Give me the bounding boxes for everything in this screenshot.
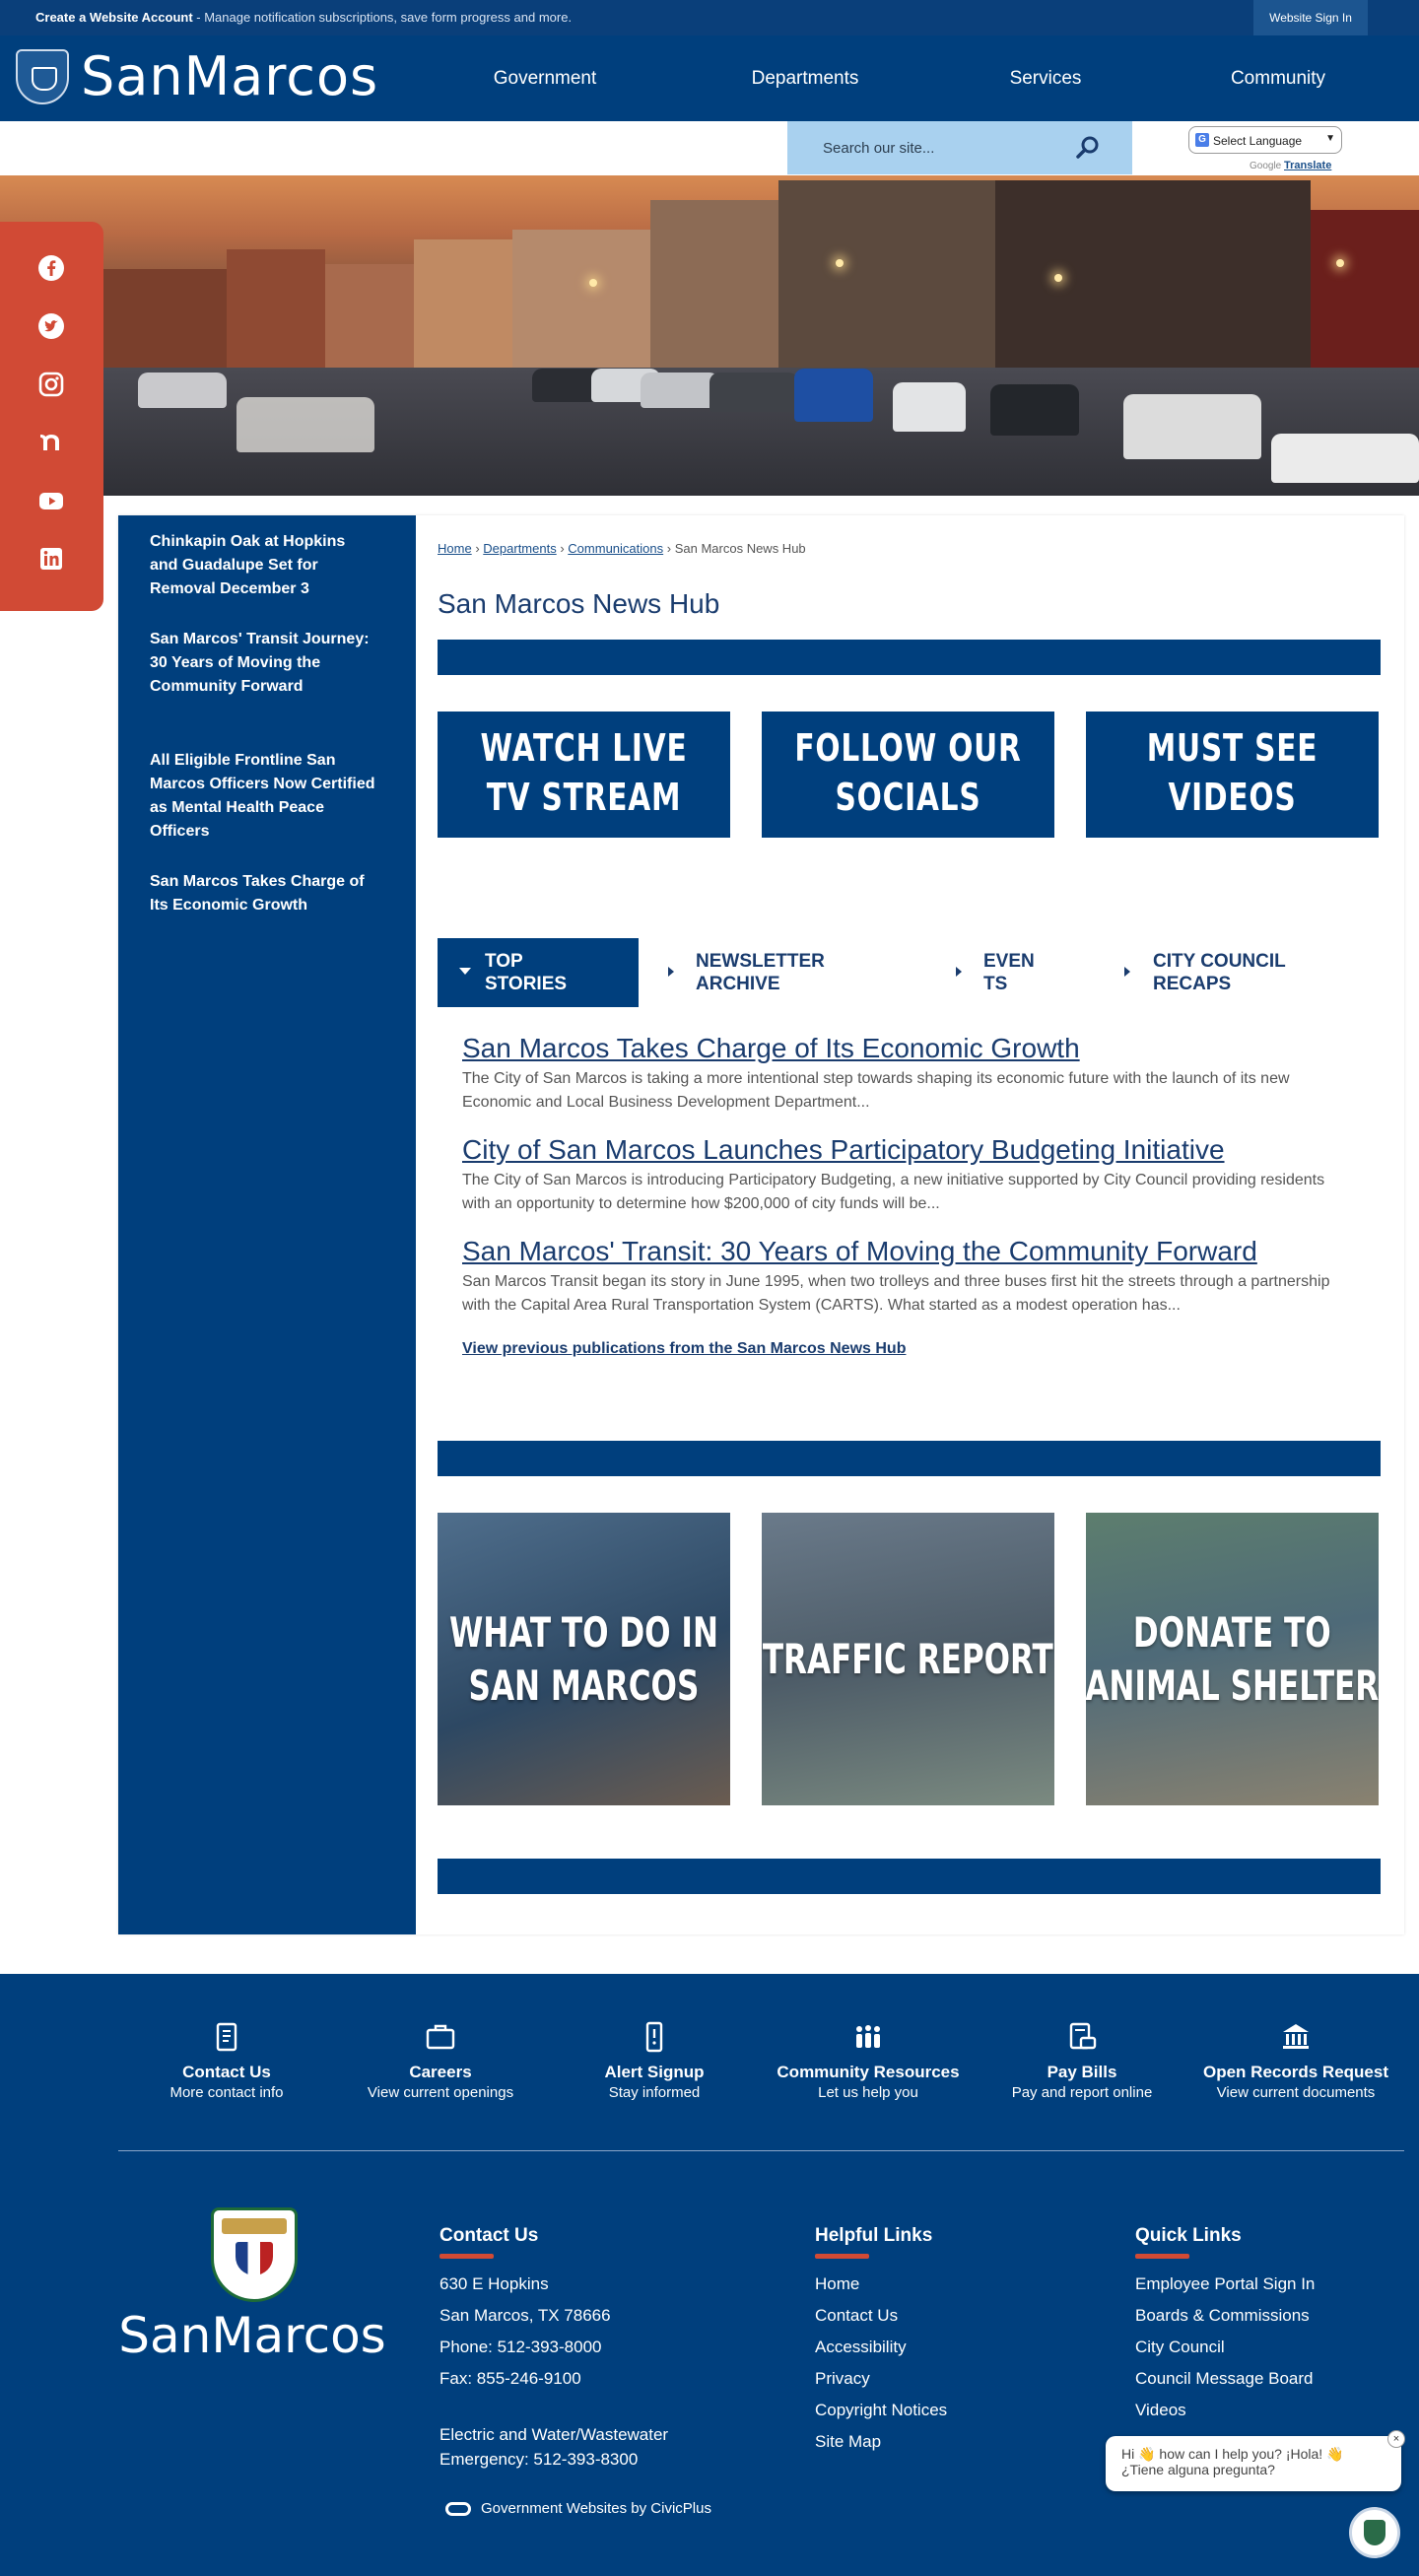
quick-link-title: Careers [409, 2063, 472, 2081]
view-previous-publications-link[interactable]: View previous publications from the San Marcos News Hub [462, 1340, 907, 1357]
nav-government[interactable]: Government [493, 68, 597, 89]
sidebar-news-item[interactable]: San Marcos Takes Charge of Its Economic Growth [150, 873, 365, 914]
tile-label: TV STREAM [486, 776, 682, 819]
breadcrumb-communications[interactable]: Communications [568, 541, 664, 556]
notification-bar [0, 0, 1419, 35]
tab-label: TOP [485, 951, 523, 972]
mobile-phone-icon [638, 2020, 671, 2054]
footer-link-employee-portal[interactable]: Employee Portal Sign In [1135, 2274, 1316, 2293]
quick-link-subtitle: Stay informed [608, 2084, 701, 2101]
bill-payment-icon [1065, 2020, 1099, 2054]
account-description: - Manage notification subscriptions, save form progress and more. [192, 10, 573, 25]
footer-link-site-map[interactable]: Site Map [815, 2432, 882, 2451]
quick-link-title: Community Resources [777, 2063, 960, 2081]
donate-animal-shelter-tile[interactable] [1086, 1513, 1379, 1805]
nav-community[interactable]: Community [1230, 68, 1326, 89]
search-input[interactable]: Search our site... [823, 140, 935, 157]
footer-link-videos[interactable]: Videos [1135, 2401, 1186, 2419]
civicplus-credit[interactable] [445, 2500, 711, 2517]
nav-departments[interactable]: Departments [751, 68, 859, 89]
breadcrumb [438, 541, 806, 556]
footer-link-copyright[interactable]: Copyright Notices [815, 2401, 948, 2419]
tab-label: ARCHIVE [696, 974, 780, 994]
tab-label: CITY COUNCIL [1153, 951, 1286, 972]
footer-link-city-council[interactable]: City Council [1135, 2338, 1225, 2356]
caret-down-icon [459, 968, 471, 975]
footer-emergency-phone[interactable]: Emergency: 512-393-8300 [439, 2450, 639, 2469]
tab-label: RECAPS [1153, 974, 1232, 994]
logo-wordmark: SanMarcos [81, 45, 379, 107]
twitter-icon[interactable] [37, 312, 65, 340]
footer-link-accessibility[interactable]: Accessibility [815, 2338, 907, 2356]
heading-underline [1135, 2254, 1189, 2259]
section-divider-bar [438, 1441, 1381, 1476]
nextdoor-icon[interactable] [37, 429, 65, 456]
youtube-icon[interactable] [37, 487, 65, 514]
search-icon[interactable] [1075, 135, 1101, 161]
tab-label: STORIES [485, 974, 568, 994]
heading-underline [439, 2254, 494, 2259]
quick-link-subtitle: More contact info [169, 2084, 284, 2101]
footer-link-privacy[interactable]: Privacy [815, 2369, 870, 2388]
nav-services[interactable]: Services [1009, 68, 1082, 89]
people-group-icon [851, 2020, 885, 2054]
footer-link-contact-us[interactable]: Contact Us [815, 2306, 899, 2325]
language-select[interactable] [1188, 126, 1342, 154]
quick-link-alert-signup[interactable] [556, 2020, 753, 2103]
follow-socials-button[interactable] [762, 712, 1054, 838]
chatbot-launcher-icon[interactable] [1349, 2507, 1400, 2558]
footer-emergency-label: Electric and Water/Wastewater [439, 2425, 669, 2444]
chat-greeting-bubble[interactable] [1106, 2433, 1401, 2491]
breadcrumb-separator: › [560, 541, 565, 556]
story-summary: The City of San Marcos is taking a more intentional step towards shaping its economic future with the launch of its new Economic and Local Business Development Department... [462, 1070, 1290, 1111]
footer-helpful-heading: Helpful Links [815, 2225, 933, 2246]
story-summary: The City of San Marcos is introducing Participatory Budgeting, a new initiative supported by City Council providing residents with an opportunity to determine how $200,000 of city funds will be... [462, 1172, 1325, 1212]
quick-link-title: Contact Us [182, 2063, 271, 2081]
create-account-link[interactable]: Create a Website Account [35, 10, 193, 25]
close-icon[interactable]: × [1387, 2430, 1405, 2448]
site-header [0, 35, 1419, 121]
footer-quick-heading: Quick Links [1135, 2225, 1242, 2246]
site-logo[interactable] [16, 45, 378, 108]
footer-contact-heading: Contact Us [439, 2225, 539, 2246]
chat-greeting-text: Hi 👋 how can I help you? ¡Hola! 👋 [1121, 2446, 1344, 2462]
facebook-icon[interactable] [37, 254, 65, 282]
website-sign-in-button[interactable]: Website Sign In [1253, 0, 1368, 35]
civicplus-logo-icon [445, 2502, 471, 2516]
news-sidebar [118, 515, 416, 1934]
tile-label: MUST SEE [1146, 726, 1318, 770]
chevron-down-icon: ▼ [1325, 133, 1335, 144]
footer-divider [118, 2150, 1404, 2151]
footer-link-council-message-board[interactable]: Council Message Board [1135, 2369, 1314, 2388]
breadcrumb-separator: › [475, 541, 480, 556]
tab-events[interactable] [946, 938, 1084, 1007]
photo-tile-label: TRAFFIC REPORT [763, 1634, 1053, 1683]
quick-link-careers[interactable] [342, 2020, 539, 2103]
quick-link-subtitle: Pay and report online [1011, 2084, 1153, 2101]
section-divider-bar [438, 1859, 1381, 1894]
photo-tile-label: SAN MARCOS [468, 1661, 700, 1710]
quick-link-contact-us[interactable] [128, 2020, 325, 2103]
traffic-report-tile[interactable] [762, 1513, 1054, 1805]
tab-label: EVEN [983, 951, 1035, 972]
quick-link-community-resources[interactable] [770, 2020, 967, 2103]
what-to-do-tile[interactable] [438, 1513, 730, 1805]
social-media-rail [0, 222, 103, 611]
story-summary: San Marcos Transit began its story in June 1995, when two trolleys and three buses first hit the streets through a partnership with the Capital Area Rural Transportation System (CARTS). What started as a modest operation has... [462, 1273, 1330, 1314]
page-title: San Marcos News Hub [438, 588, 720, 619]
site-search [787, 121, 1132, 174]
must-see-videos-button[interactable] [1086, 712, 1379, 838]
quick-link-pay-bills[interactable] [983, 2020, 1181, 2103]
briefcase-icon [424, 2020, 457, 2054]
caret-right-icon [956, 967, 962, 977]
chat-greeting-text: ¿Tiene alguna pregunta? [1121, 2462, 1275, 2477]
footer-address: San Marcos, TX 78666 [439, 2306, 611, 2325]
section-divider-bar [438, 640, 1381, 675]
contact-card-icon [210, 2020, 243, 2054]
story-title-link[interactable]: San Marcos' Transit: 30 Years of Moving the Community Forward [462, 1236, 1257, 1266]
quick-link-title: Pay Bills [1047, 2063, 1117, 2081]
google-translate-credit [1250, 160, 1331, 171]
story-title-link[interactable]: City of San Marcos Launches Participatory Budgeting Initiative [462, 1134, 1225, 1165]
linkedin-icon[interactable] [37, 545, 65, 573]
tile-label: FOLLOW OUR [794, 726, 1022, 770]
hero-image [0, 175, 1419, 496]
government-building-icon [1279, 2020, 1313, 2054]
tab-label: NEWSLETTER [696, 951, 825, 972]
tile-label: SOCIALS [835, 776, 981, 819]
breadcrumb-current: San Marcos News Hub [674, 541, 806, 556]
tab-top-stories[interactable] [438, 938, 639, 1007]
quick-link-subtitle: Let us help you [818, 2084, 918, 2101]
tab-city-council-recaps[interactable] [1116, 938, 1381, 1007]
breadcrumb-home[interactable]: Home [438, 541, 472, 556]
heading-underline [815, 2254, 869, 2259]
quick-link-open-records[interactable] [1197, 2020, 1394, 2103]
sidebar-news-item[interactable]: San Marcos' Transit Journey: 30 Years of Moving the Community Forward [150, 631, 370, 695]
caret-right-icon [1124, 967, 1130, 977]
account-message[interactable] [35, 10, 572, 25]
sidebar-news-item[interactable]: All Eligible Frontline San Marcos Officers Now Certified as Mental Health Peace Officers [150, 752, 375, 840]
footer-logo[interactable] [118, 2207, 386, 2375]
civicplus-label: Government Websites by CivicPlus [481, 2500, 711, 2517]
footer-link-home[interactable]: Home [815, 2274, 860, 2293]
translate-link[interactable]: Translate [1284, 160, 1332, 171]
photo-tile-label: DONATE TO [1133, 1607, 1331, 1657]
tab-newsletter-archive[interactable] [658, 938, 924, 1007]
quick-link-subtitle: View current documents [1216, 2084, 1376, 2101]
breadcrumb-departments[interactable]: Departments [483, 541, 557, 556]
quick-link-title: Open Records Request [1203, 2063, 1388, 2081]
footer-address: 630 E Hopkins [439, 2274, 549, 2293]
watch-live-tv-button[interactable] [438, 712, 730, 838]
quick-link-title: Alert Signup [604, 2063, 705, 2081]
photo-tile-label: ANIMAL SHELTER [1086, 1661, 1379, 1710]
language-select-label: Select Language [1213, 134, 1303, 148]
tile-label: WATCH LIVE [480, 726, 688, 770]
photo-tile-label: WHAT TO DO IN [448, 1607, 719, 1657]
powered-by-google: Google [1250, 161, 1282, 171]
breadcrumb-separator: › [666, 541, 672, 556]
footer-phone[interactable]: Phone: 512-393-8000 [439, 2338, 602, 2356]
city-seal-icon [16, 49, 69, 104]
sidebar-news-item[interactable]: Chinkapin Oak at Hopkins and Guadalupe Set for Removal December 3 [150, 533, 346, 597]
google-translate-icon: G [1195, 133, 1209, 147]
tile-label: VIDEOS [1168, 776, 1297, 819]
instagram-icon[interactable] [37, 371, 65, 398]
tab-label: TS [983, 974, 1008, 994]
footer-fax: Fax: 855-246-9100 [439, 2369, 581, 2388]
footer-wordmark: SanMarcos [118, 2307, 386, 2364]
story-title-link[interactable]: San Marcos Takes Charge of Its Economic Growth [462, 1033, 1080, 1063]
quick-link-subtitle: View current openings [367, 2084, 514, 2101]
caret-right-icon [668, 967, 674, 977]
city-seal-icon [211, 2207, 298, 2302]
footer-link-boards[interactable]: Boards & Commissions [1135, 2306, 1310, 2325]
